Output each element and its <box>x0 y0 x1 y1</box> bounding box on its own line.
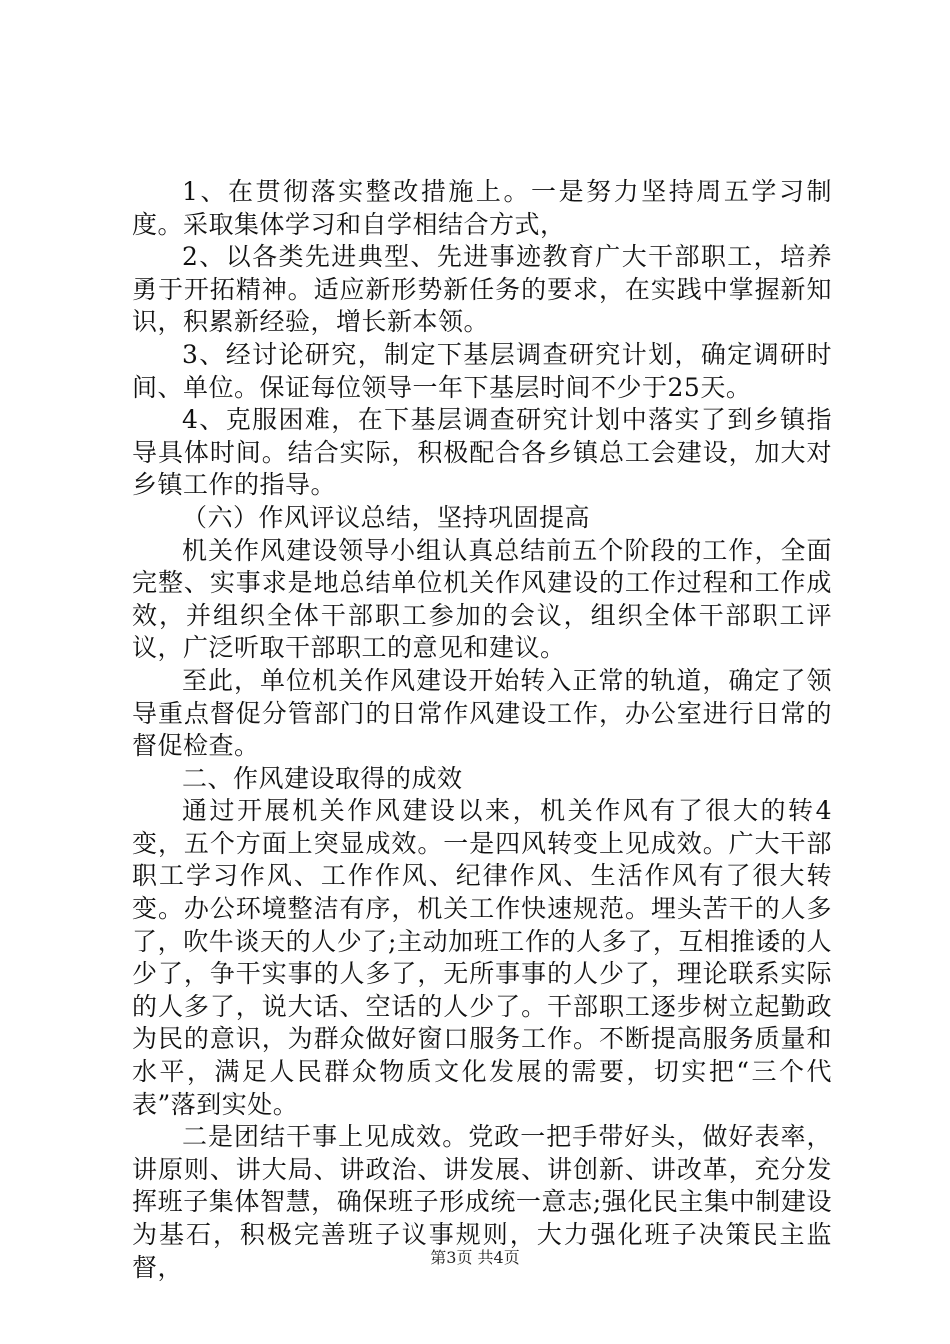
paragraph-measure-1: 1、在贯彻落实整改措施上。一是努力坚持周五学习制度。采取集体学习和自学相结合方式， <box>132 177 832 239</box>
page-footer: 第3页 共4页 <box>430 1248 520 1267</box>
paragraph-conclusion: 至此，单位机关作风建设开始转入正常的轨道，确定了领导重点督促分管部门的日常作风建设工作，办公室进行日常的督促检查。 <box>132 665 832 761</box>
section-heading-six: （六）作风评议总结，坚持巩固提高 <box>182 502 591 532</box>
paragraph-summary: 机关作风建设领导小组认真总结前五个阶段的工作，全面完整、实事求是地总结单位机关作风建设的工作过程和工作成效，并组织全体干部职工参加的会议，组织全体干部职工评议，广泛听取干部职工的意见和建议。 <box>132 535 832 663</box>
paragraph-measure-4: 4、克服困难，在下基层调查研究计划中落实了到乡镇指导具体时间。结合实际，积极配合各乡镇总工会建设，加大对乡镇工作的指导。 <box>132 405 832 500</box>
section-heading-results: 二、作风建设取得的成效 <box>182 763 463 793</box>
paragraph-measure-3: 3、经讨论研究，制定下基层调查研究计划，确定调研时间、单位。保证每位领导一年下基层时间不少于25天。 <box>132 339 832 402</box>
document-body <box>132 176 832 1284</box>
paragraph-measure-2: 2、以各类先进典型、先进事迹教育广大干部职工，培养勇于开拓精神。适应新形势新任务的要求，在实践中掌握新知识，积累新经验，增长新本领。 <box>132 242 832 337</box>
paragraph-results-one: 通过开展机关作风建设以来，机关作风有了很大的转4变，五个方面上突显成效。一是四风转变上见成效。广大干部职工学习作风、工作作风、纪律作风、生活作风有了很大转变。办公环境整洁有序，机关工作快速规范。埋头苦干的人多了，吹牛谈天的人少了;主动加班工作的人多了，互相推诿的人少了，争干实事的人多了，无所事事的人少了，理论联系实际的人多了，说大话、空话的人少了。干部职工逐步树立起勤政为民的意识，为群众做好窗口服务工作。不断提高服务质量和水平，满足人民群众物质文化发展的需要，切实把“三个代表”落到实处。 <box>132 796 832 1119</box>
paragraph-results-two: 二是团结干事上见成效。党政一把手带好头，做好表率，讲原则、讲大局、讲政治、讲发展、讲创新、讲改革，充分发挥班子集体智慧，确保班子形成统一意志;强化民主集中制建设为基石，积极完善班子议事规则，大力强化班子决策民主监督， <box>132 1122 832 1282</box>
